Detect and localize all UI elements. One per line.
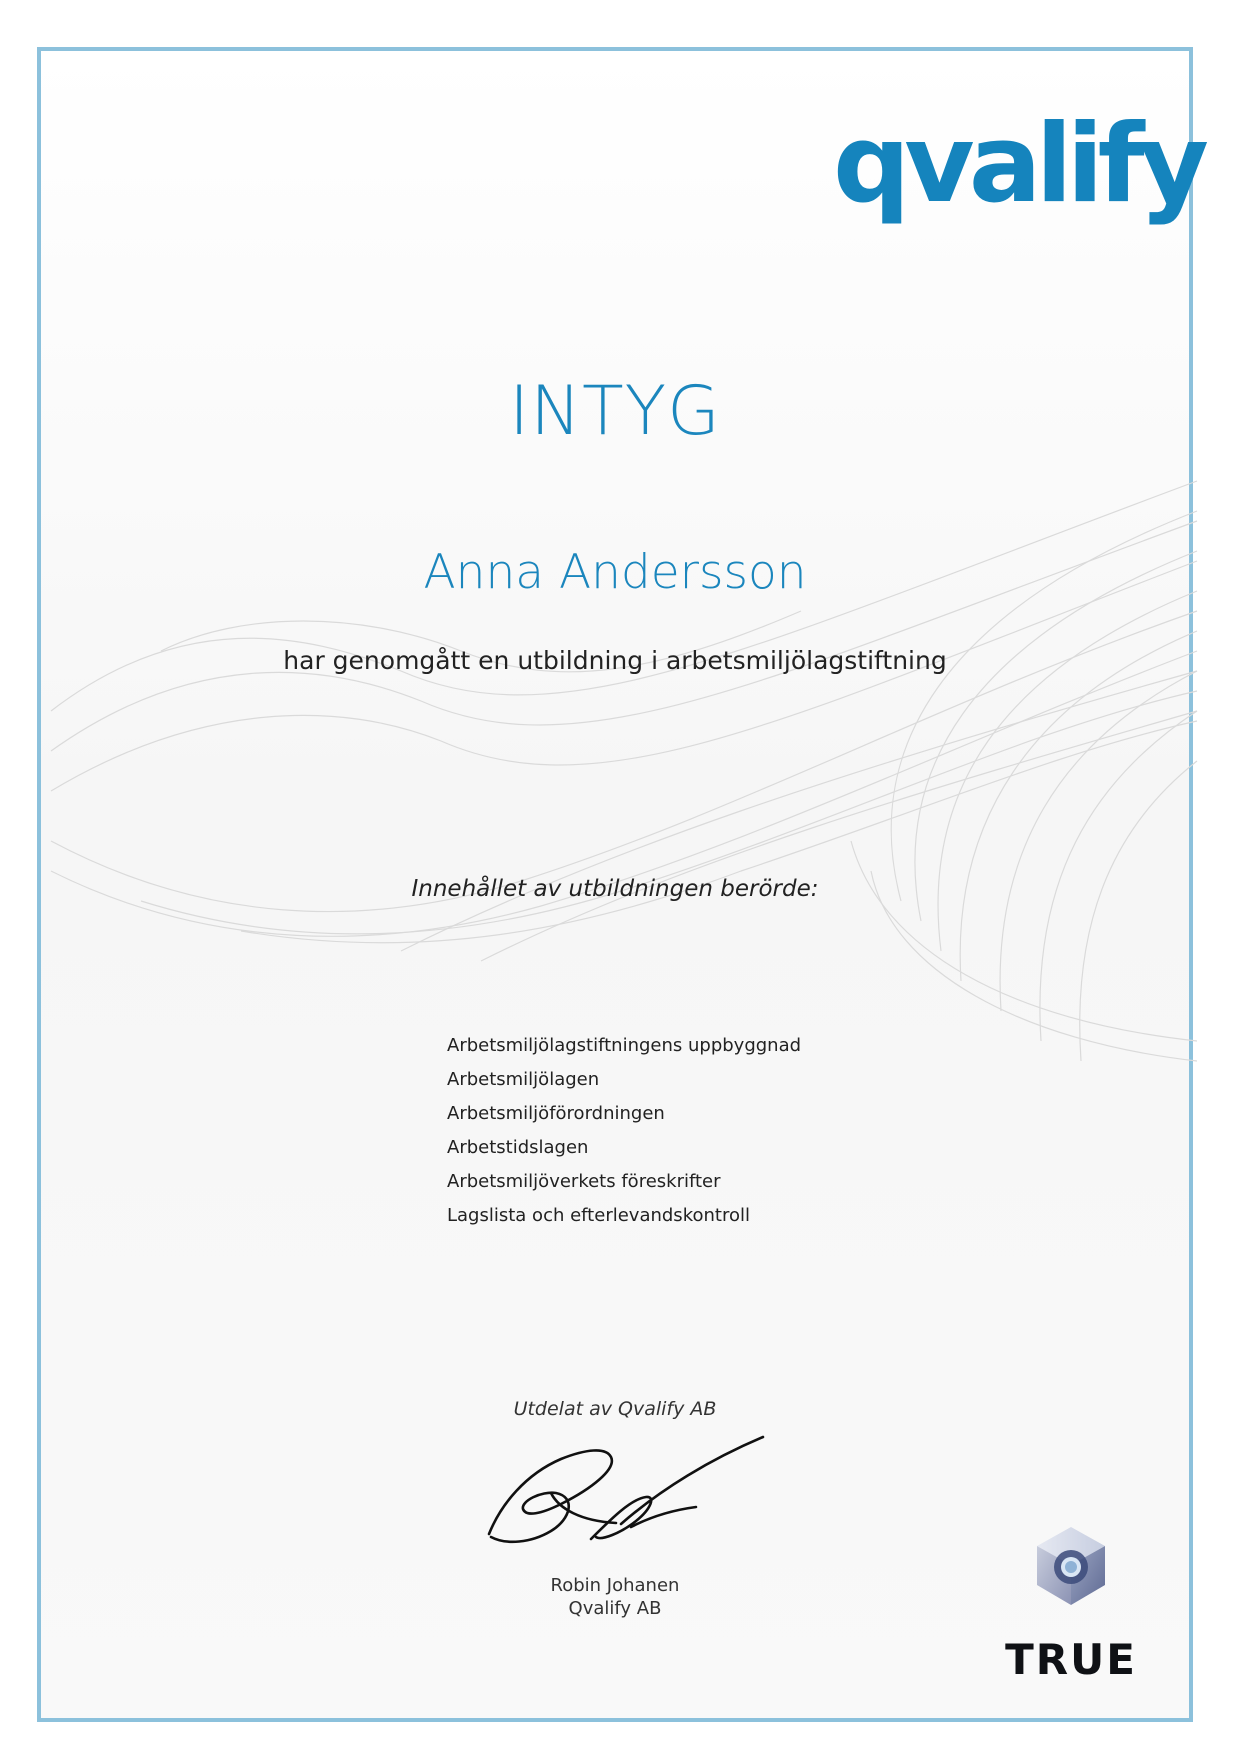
list-item: Arbetstidslagen xyxy=(447,1137,589,1158)
true-badge xyxy=(991,1521,1151,1711)
hexagon-cube-icon xyxy=(991,1521,1151,1631)
qvalify-logo xyxy=(831,102,1204,246)
list-item: Arbetsmiljöverkets föreskrifter xyxy=(447,1171,721,1192)
signatory-name: Robin Johanen xyxy=(550,1575,680,1596)
topic-list xyxy=(447,1029,801,1233)
certificate-frame xyxy=(37,47,1204,1722)
certificate-title: INTYG xyxy=(509,372,721,451)
true-label: TRUE xyxy=(1005,1635,1137,1684)
list-item: Lagslista och efterlevandskontroll xyxy=(447,1205,750,1226)
list-item: Arbetsmiljöförordningen xyxy=(447,1103,665,1124)
signatory-company: Qvalify AB xyxy=(568,1598,662,1619)
issued-by: Utdelat av Qvalify AB xyxy=(513,1398,717,1420)
svg-text:qvalify: qvalify xyxy=(833,102,1204,227)
recipient-name: Anna Andersson xyxy=(423,545,807,600)
content-heading: Innehållet av utbildningen berörde: xyxy=(411,876,819,902)
certificate-statement: har genomgått en utbildning i arbetsmiljölagstiftning xyxy=(283,646,947,675)
signature xyxy=(481,1409,781,1569)
list-item: Arbetsmiljölagstiftningens uppbyggnad xyxy=(447,1035,802,1056)
list-item: Arbetsmiljölagen xyxy=(447,1069,600,1090)
